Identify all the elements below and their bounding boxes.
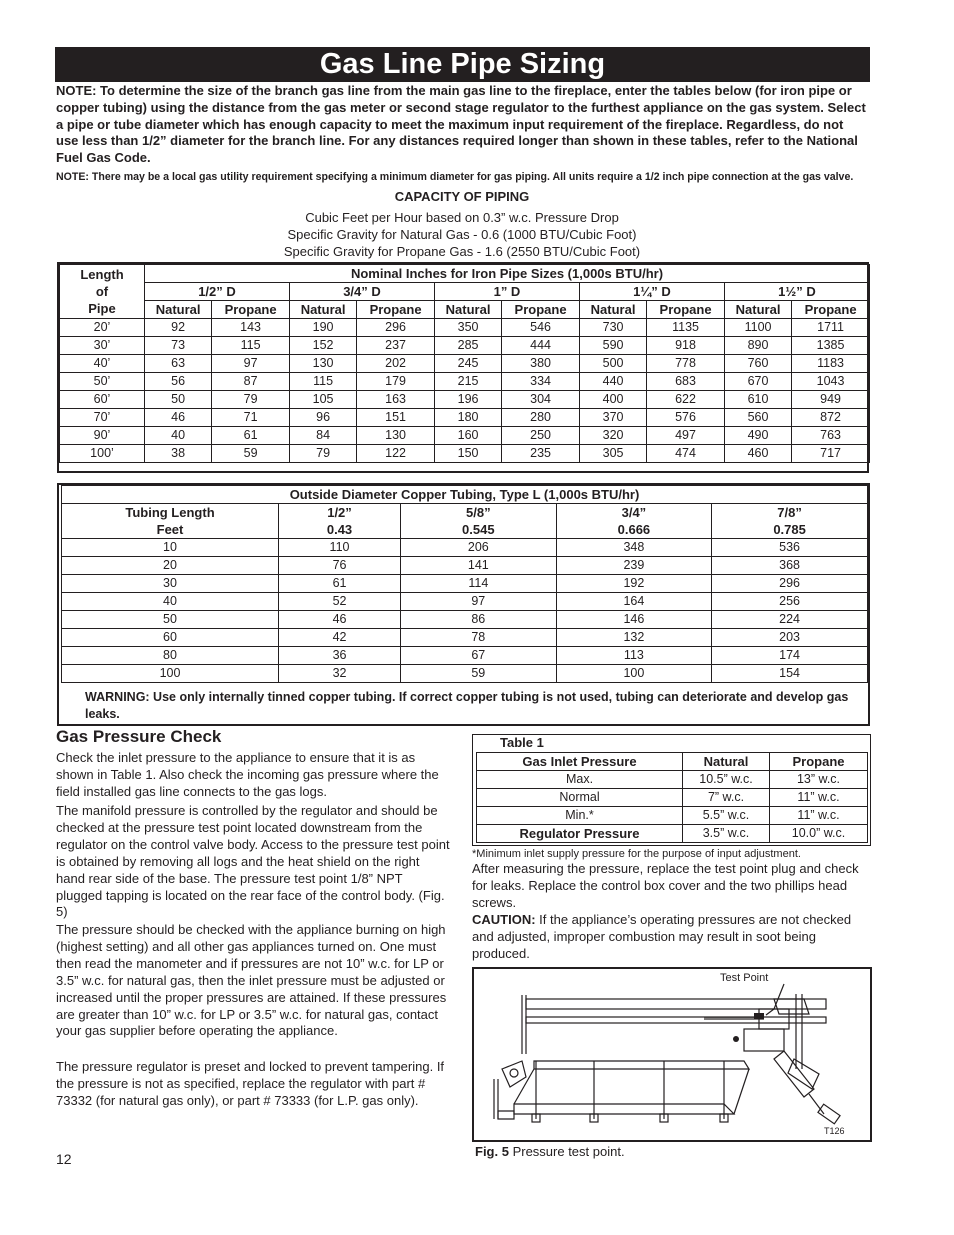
capacity-cell: 334 xyxy=(502,373,580,391)
capacity-cell: 152 xyxy=(289,337,356,355)
capacity-cell: 497 xyxy=(647,427,725,445)
table-row xyxy=(62,593,868,611)
figure-caption-text: Pressure test point. xyxy=(508,1144,625,1159)
capacity-cell: 670 xyxy=(724,373,791,391)
tubing-length-cell: 20 xyxy=(62,557,279,575)
capacity-cell: 105 xyxy=(289,391,356,409)
capacity-cell: 122 xyxy=(357,445,435,463)
pressure-value-cell: 13” w.c. xyxy=(770,771,868,789)
capacity-cell: 400 xyxy=(579,391,646,409)
pipe-length-cell: 100’ xyxy=(60,445,145,463)
tubing-size-header xyxy=(712,504,868,539)
capacity-cell: 63 xyxy=(145,355,212,373)
page-title: Gas Line Pipe Sizing xyxy=(55,47,870,82)
capacity-cell: 76 xyxy=(279,557,401,575)
paragraph: The pressure should be checked with the appliance burning on high (highest setting) and all other gas appliances turned on. One must then read the manometer and if pressures are not 10” w.c. for LP or 3.5” w.c. for natural gas, then the inlet pressure must be adjusted or increased until the proper pressures are attained. If these pressures are greater than 10” w.c. for LP or 3.5” w.c. for natural gas, contact your gas supplier before operating the appliance. xyxy=(56,922,447,1039)
paragraph: Check the inlet pressure to the appliance to ensure that it is as shown in Table 1. Also check the incoming gas pressure where the field installed gas line connects to the gas logs. xyxy=(56,750,439,799)
tubing-diameter: 0.785 xyxy=(773,522,806,537)
tubing-length-cell: 100 xyxy=(62,665,279,683)
capacity-cell: 285 xyxy=(434,337,501,355)
tubing-diameter: 0.666 xyxy=(617,522,651,537)
capacity-cell: 115 xyxy=(212,337,290,355)
table-row xyxy=(62,557,868,575)
table-row xyxy=(60,391,870,409)
note-branch-line: NOTE: To determine the size of the branch gas line from the main gas line to the fireplace, enter the tables below (for iron pipe or copper tubing) using the distance from the gas meter or second stage regulator to the furthest appliance on the gas system. Select a pipe or tube diameter which has enough capacity to meet the maximum input requirement of the fireplace. Regardless, do not use less than 1/2” diameter for the branch line. For any distances required longer than shown in these tables, refer to the National Fuel Gas Code. xyxy=(56,83,866,166)
pipe-size-header: 1½” D xyxy=(724,283,869,301)
propane-column-header: Propane xyxy=(357,301,435,319)
capacity-cell: 180 xyxy=(434,409,501,427)
propane-column-header: Propane xyxy=(647,301,725,319)
iron-table-caption: Nominal Inches for Iron Pipe Sizes (1,000s BTU/hr) xyxy=(145,265,870,283)
table-row xyxy=(62,611,868,629)
capacity-cell: 61 xyxy=(279,575,401,593)
propane-column-header: Propane xyxy=(792,301,870,319)
fireplace-burner-illustration xyxy=(474,969,870,1140)
capacity-cell: 36 xyxy=(279,647,401,665)
paragraph: The pressure regulator is preset and locked to prevent tampering. If the pressure is not as specified, replace the regulator with part # 73332 (for natural gas only), or part # 73333 (for L.P. gas only). xyxy=(56,1059,445,1108)
tubing-length-header xyxy=(62,504,279,539)
tubing-size: 1/2” xyxy=(327,505,352,520)
copper-table-caption: Outside Diameter Copper Tubing, Type L (1,000s BTU/hr) xyxy=(62,486,868,504)
capacity-cell: 79 xyxy=(289,445,356,463)
tubing-diameter: 0.43 xyxy=(326,522,353,537)
pipe-length-cell: 50’ xyxy=(60,373,145,391)
length-header-line: Length xyxy=(80,267,124,282)
pipe-length-cell: 30’ xyxy=(60,337,145,355)
capacity-cell: 97 xyxy=(401,593,557,611)
table-row xyxy=(477,825,868,843)
tubing-size-header xyxy=(279,504,401,539)
capacity-cell: 320 xyxy=(579,427,646,445)
pressure-label-cell: Max. xyxy=(477,771,683,789)
capacity-cell: 1385 xyxy=(792,337,870,355)
capacity-cell: 235 xyxy=(502,445,580,463)
capacity-cell: 474 xyxy=(647,445,725,463)
capacity-cell: 42 xyxy=(279,629,401,647)
capacity-cell: 536 xyxy=(712,539,868,557)
caution-text: If the appliance’s operating pressures are not checked and adjusted, improper combustion may result in soot being produced. xyxy=(472,912,852,961)
pressure-label-cell: Normal xyxy=(477,789,683,807)
capacity-cell: 237 xyxy=(357,337,435,355)
capacity-cell: 778 xyxy=(647,355,725,373)
tubing-length-cell: 80 xyxy=(62,647,279,665)
pressure-value-cell: 10.0” w.c. xyxy=(770,825,868,843)
pressure-label-cell: Min.* xyxy=(477,807,683,825)
capacity-cell: 92 xyxy=(145,319,212,337)
figure-frame xyxy=(472,967,872,1142)
capacity-cell: 150 xyxy=(434,445,501,463)
tubing-length-cell: 50 xyxy=(62,611,279,629)
capacity-cell: 78 xyxy=(401,629,557,647)
capacity-cell: 576 xyxy=(647,409,725,427)
tubing-size: 3/4” xyxy=(621,505,647,520)
pipe-size-header: 1¼” D xyxy=(579,283,724,301)
capacity-cell: 296 xyxy=(357,319,435,337)
tubing-length-header-line: Tubing Length xyxy=(125,505,215,520)
capacity-cell: 610 xyxy=(724,391,791,409)
pipe-size-header: 3/4” D xyxy=(289,283,434,301)
capacity-cell: 40 xyxy=(145,427,212,445)
capacity-cell: 115 xyxy=(289,373,356,391)
table-row xyxy=(62,539,868,557)
capacity-cell: 143 xyxy=(212,319,290,337)
natural-column-header: Natural xyxy=(289,301,356,319)
capacity-cell: 890 xyxy=(724,337,791,355)
capacity-cell: 190 xyxy=(289,319,356,337)
capacity-cell: 590 xyxy=(579,337,646,355)
capacity-cell: 305 xyxy=(579,445,646,463)
capacity-cell: 490 xyxy=(724,427,791,445)
paragraph: The manifold pressure is controlled by the regulator and should be checked at the pressure test point located downstream from the regulator on the control valve body. Access to the pressure test point is obtained by removing all logs and the heat shield on the right hand rear side of the base. The pressure test point 1/8” NPT plugged tapping is located on the rear face of the control body. (Fig. 5) xyxy=(56,803,450,920)
table1-header: Propane xyxy=(770,753,868,771)
pipe-length-cell: 70’ xyxy=(60,409,145,427)
capacity-cell: 52 xyxy=(279,593,401,611)
table1-footnote: *Minimum inlet supply pressure for the purpose of input adjustment. xyxy=(472,848,801,860)
capacity-cell: 763 xyxy=(792,427,870,445)
capacity-cell: 546 xyxy=(502,319,580,337)
table-row xyxy=(62,665,868,683)
capacity-cell: 50 xyxy=(145,391,212,409)
capacity-cell: 56 xyxy=(145,373,212,391)
capacity-heading: CAPACITY OF PIPING xyxy=(394,189,530,204)
capacity-cell: 151 xyxy=(357,409,435,427)
pipe-size-header: 1” D xyxy=(434,283,579,301)
tubing-length-header-line: Feet xyxy=(156,522,184,537)
natural-column-header: Natural xyxy=(434,301,501,319)
capacity-cell: 110 xyxy=(279,539,401,557)
capacity-cell: 348 xyxy=(556,539,712,557)
capacity-cell: 100 xyxy=(556,665,712,683)
capacity-cell: 79 xyxy=(212,391,290,409)
capacity-cell: 130 xyxy=(357,427,435,445)
tubing-size: 5/8” xyxy=(466,505,491,520)
capacity-cell: 918 xyxy=(647,337,725,355)
note-local-requirement: NOTE: There may be a local gas utility requirement specifying a minimum diameter for gas piping. All units require a 1/2 inch pipe connection at the gas valve. xyxy=(56,171,854,183)
tubing-size: 7/8” xyxy=(777,505,802,520)
length-header-line: Pipe xyxy=(88,301,116,316)
table-row xyxy=(60,427,870,445)
capacity-cell: 202 xyxy=(357,355,435,373)
capacity-cell: 46 xyxy=(145,409,212,427)
capacity-cell: 245 xyxy=(434,355,501,373)
capacity-cell: 622 xyxy=(647,391,725,409)
capacity-cell: 350 xyxy=(434,319,501,337)
iron-pipe-table xyxy=(59,264,870,463)
capacity-cell: 304 xyxy=(502,391,580,409)
table-row xyxy=(60,319,870,337)
natural-column-header: Natural xyxy=(145,301,212,319)
capacity-cell: 730 xyxy=(579,319,646,337)
table1-title: Table 1 xyxy=(500,735,544,750)
natural-column-header: Natural xyxy=(579,301,646,319)
capacity-cell: 444 xyxy=(502,337,580,355)
capacity-cell: 460 xyxy=(724,445,791,463)
tubing-size-header xyxy=(401,504,557,539)
capacity-cell: 130 xyxy=(289,355,356,373)
table-row xyxy=(60,373,870,391)
capacity-cell: 87 xyxy=(212,373,290,391)
capacity-cell: 1100 xyxy=(724,319,791,337)
capacity-cell: 114 xyxy=(401,575,557,593)
capacity-line: Cubic Feet per Hour based on 0.3” w.c. Pressure Drop xyxy=(305,210,619,225)
capacity-cell: 179 xyxy=(357,373,435,391)
capacity-cell: 73 xyxy=(145,337,212,355)
capacity-cell: 949 xyxy=(792,391,870,409)
capacity-cell: 250 xyxy=(502,427,580,445)
pipe-size-header: 1/2” D xyxy=(145,283,290,301)
capacity-cell: 872 xyxy=(792,409,870,427)
capacity-cell: 1711 xyxy=(792,319,870,337)
table1-header: Natural xyxy=(683,753,770,771)
figure-code: T126 xyxy=(824,1126,845,1136)
capacity-cell: 203 xyxy=(712,629,868,647)
pipe-length-cell: 90’ xyxy=(60,427,145,445)
capacity-cell: 206 xyxy=(401,539,557,557)
pressure-value-cell: 7” w.c. xyxy=(683,789,770,807)
copper-tubing-table xyxy=(61,485,868,683)
capacity-cell: 67 xyxy=(401,647,557,665)
capacity-cell: 59 xyxy=(212,445,290,463)
pressure-value-cell: 11” w.c. xyxy=(770,807,868,825)
pressure-value-cell: 3.5” w.c. xyxy=(683,825,770,843)
table-row xyxy=(60,409,870,427)
pipe-length-cell: 40’ xyxy=(60,355,145,373)
table-row xyxy=(62,575,868,593)
tubing-size-header xyxy=(556,504,712,539)
table-row xyxy=(60,445,870,463)
figure-caption-label: Fig. 5 xyxy=(475,1144,509,1159)
figure-caption xyxy=(475,1144,625,1159)
capacity-cell: 560 xyxy=(724,409,791,427)
table-row xyxy=(477,789,868,807)
capacity-cell: 84 xyxy=(289,427,356,445)
section-heading: Gas Pressure Check xyxy=(56,727,222,746)
capacity-cell: 174 xyxy=(712,647,868,665)
pressure-value-cell: 5.5” w.c. xyxy=(683,807,770,825)
capacity-cell: 370 xyxy=(579,409,646,427)
pressure-label-cell: Regulator Pressure xyxy=(477,825,683,843)
capacity-cell: 717 xyxy=(792,445,870,463)
pipe-length-cell: 20’ xyxy=(60,319,145,337)
tubing-length-cell: 30 xyxy=(62,575,279,593)
capacity-cell: 146 xyxy=(556,611,712,629)
capacity-cell: 97 xyxy=(212,355,290,373)
capacity-cell: 760 xyxy=(724,355,791,373)
capacity-cell: 132 xyxy=(556,629,712,647)
capacity-cell: 154 xyxy=(712,665,868,683)
pressure-value-cell: 11” w.c. xyxy=(770,789,868,807)
tubing-length-cell: 60 xyxy=(62,629,279,647)
table-row xyxy=(62,629,868,647)
table-row xyxy=(60,355,870,373)
caution-label: CAUTION: xyxy=(472,912,536,927)
capacity-cell: 192 xyxy=(556,575,712,593)
tubing-diameter: 0.545 xyxy=(462,522,495,537)
copper-warning: WARNING: Use only internally tinned copper tubing. If correct copper tubing is not used, tubing can deteriorate and develop gas leaks. xyxy=(85,690,849,721)
capacity-cell: 113 xyxy=(556,647,712,665)
table-row xyxy=(477,807,868,825)
capacity-cell: 380 xyxy=(502,355,580,373)
capacity-cell: 296 xyxy=(712,575,868,593)
page-number: 12 xyxy=(56,1151,72,1167)
capacity-cell: 61 xyxy=(212,427,290,445)
capacity-cell: 280 xyxy=(502,409,580,427)
capacity-cell: 256 xyxy=(712,593,868,611)
propane-column-header: Propane xyxy=(502,301,580,319)
capacity-cell: 196 xyxy=(434,391,501,409)
capacity-cell: 1043 xyxy=(792,373,870,391)
capacity-cell: 683 xyxy=(647,373,725,391)
capacity-line: Specific Gravity for Propane Gas - 1.6 (2550 BTU/Cubic Foot) xyxy=(283,244,641,259)
test-point-label: Test Point xyxy=(720,972,769,984)
paragraph: After measuring the pressure, replace the test point plug and check for leaks. Replace the control box cover and the two phillips head screws. xyxy=(472,861,859,910)
table-row xyxy=(477,771,868,789)
capacity-cell: 368 xyxy=(712,557,868,575)
capacity-cell: 224 xyxy=(712,611,868,629)
capacity-cell: 1135 xyxy=(647,319,725,337)
natural-column-header: Natural xyxy=(724,301,791,319)
capacity-cell: 32 xyxy=(279,665,401,683)
capacity-cell: 96 xyxy=(289,409,356,427)
table-row xyxy=(60,337,870,355)
capacity-cell: 38 xyxy=(145,445,212,463)
capacity-cell: 141 xyxy=(401,557,557,575)
capacity-cell: 46 xyxy=(279,611,401,629)
capacity-cell: 440 xyxy=(579,373,646,391)
pressure-value-cell: 10.5” w.c. xyxy=(683,771,770,789)
capacity-cell: 160 xyxy=(434,427,501,445)
capacity-cell: 500 xyxy=(579,355,646,373)
capacity-cell: 163 xyxy=(357,391,435,409)
propane-column-header: Propane xyxy=(212,301,290,319)
capacity-cell: 71 xyxy=(212,409,290,427)
tubing-length-cell: 40 xyxy=(62,593,279,611)
pipe-length-cell: 60’ xyxy=(60,391,145,409)
capacity-cell: 215 xyxy=(434,373,501,391)
capacity-cell: 164 xyxy=(556,593,712,611)
capacity-cell: 239 xyxy=(556,557,712,575)
table1-header: Gas Inlet Pressure xyxy=(477,753,683,771)
capacity-cell: 59 xyxy=(401,665,557,683)
pressure-table xyxy=(476,752,868,843)
caution-paragraph xyxy=(472,912,870,963)
capacity-line: Specific Gravity for Natural Gas - 0.6 (1000 BTU/Cubic Foot) xyxy=(287,227,637,242)
capacity-cell: 1183 xyxy=(792,355,870,373)
length-header-line: of xyxy=(95,284,109,299)
table-row xyxy=(62,647,868,665)
tubing-length-cell: 10 xyxy=(62,539,279,557)
capacity-cell: 86 xyxy=(401,611,557,629)
length-header xyxy=(60,265,145,319)
